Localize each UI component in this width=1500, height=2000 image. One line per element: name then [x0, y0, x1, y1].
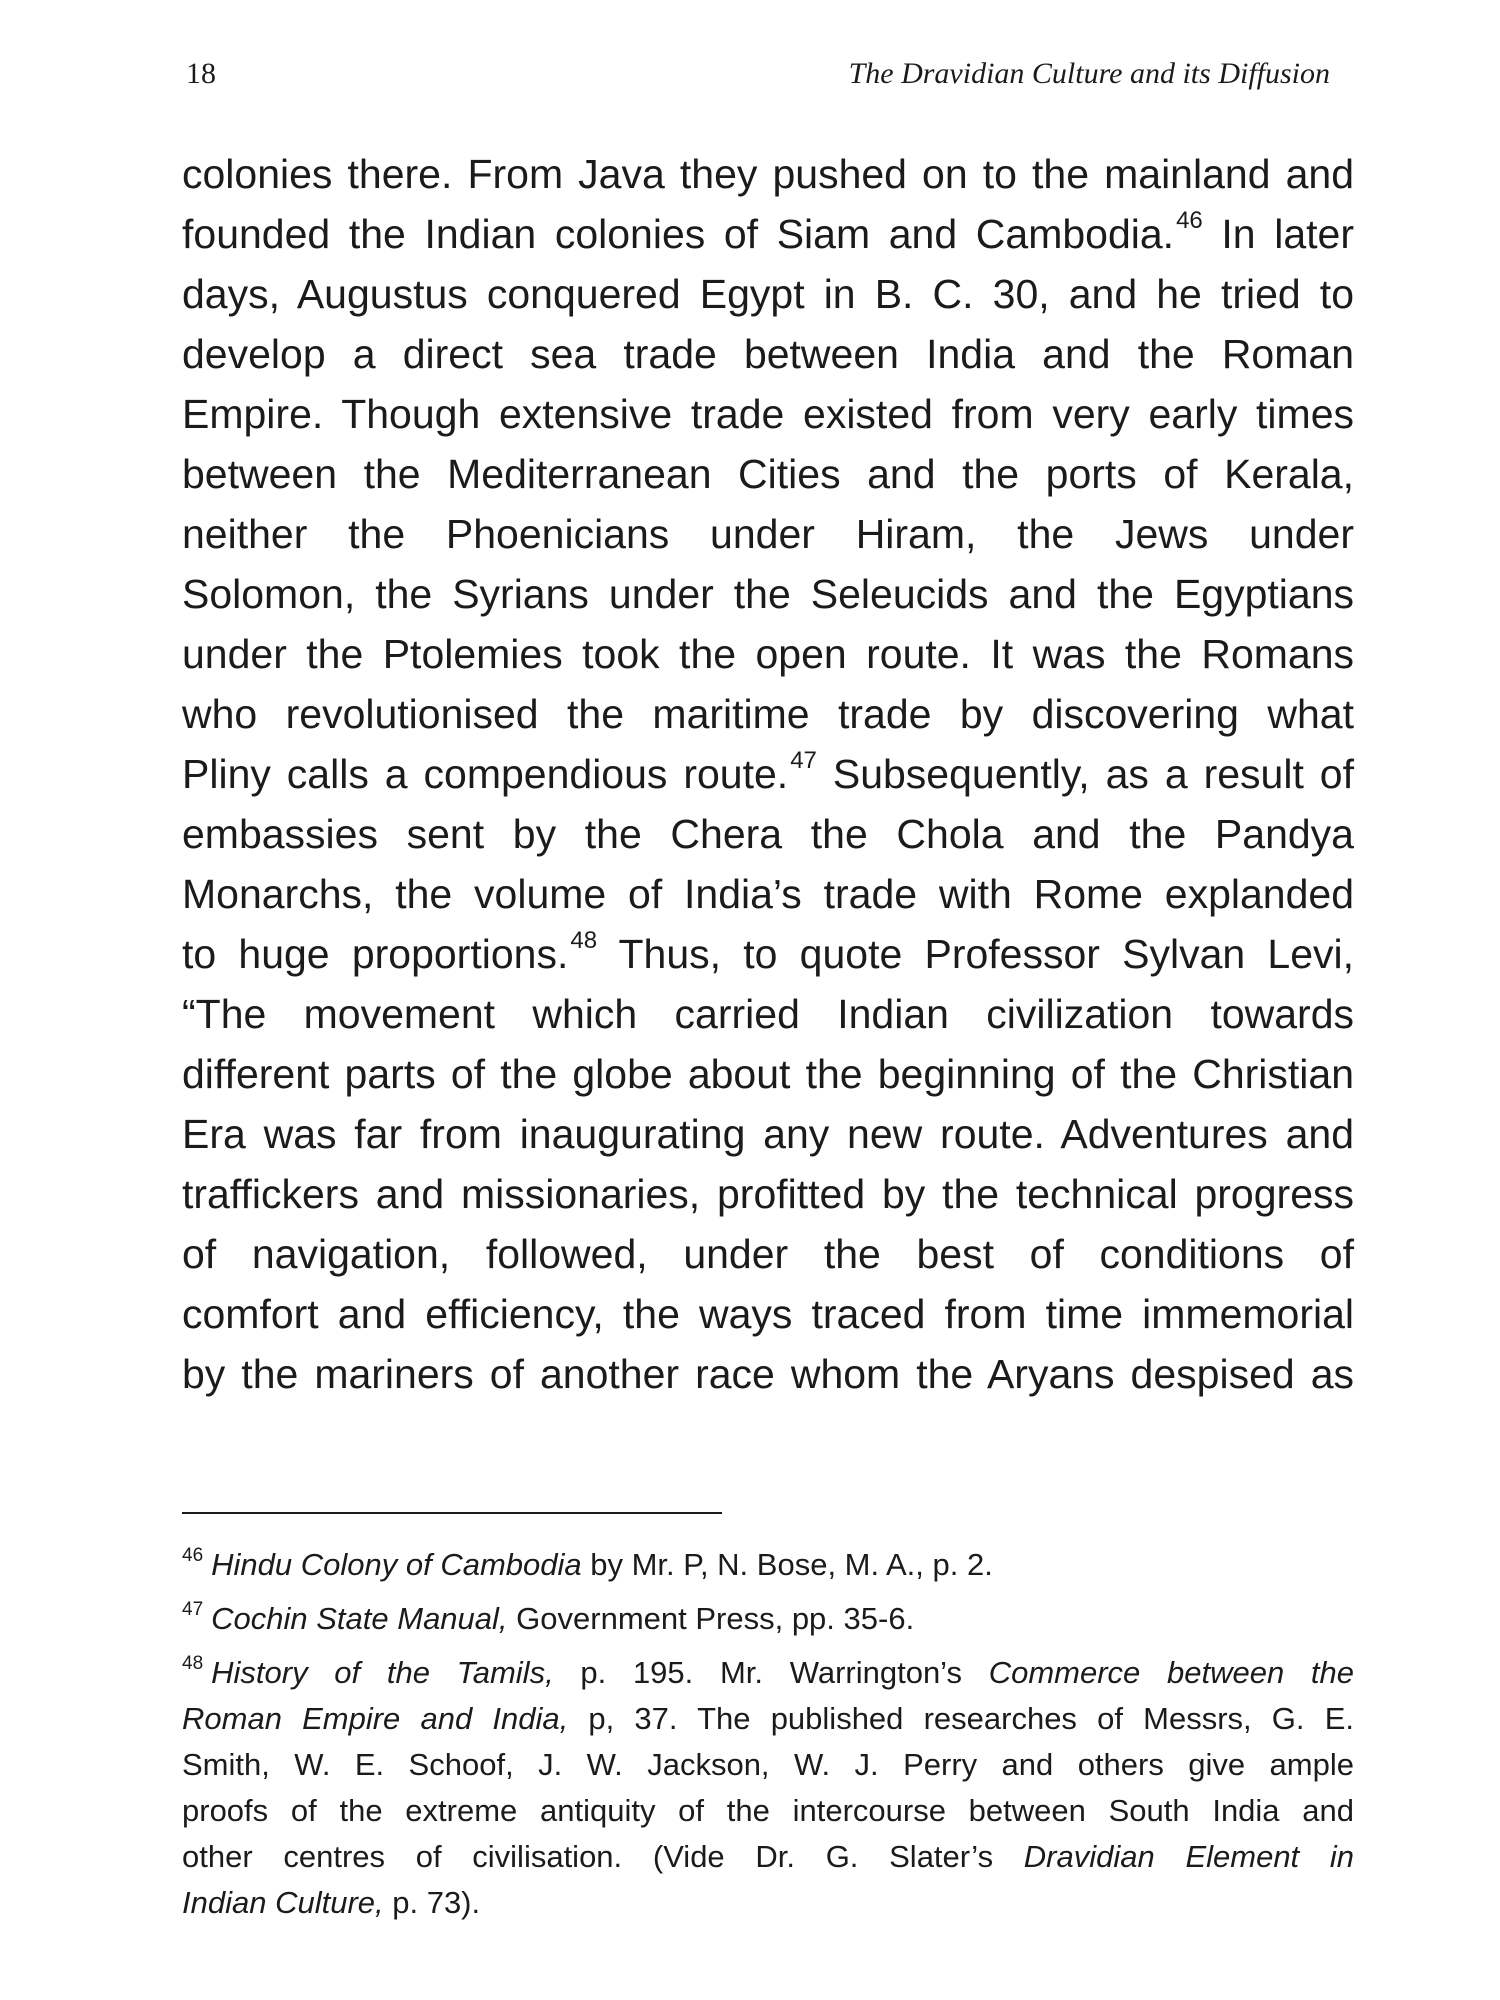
- body-line: [182, 1224, 1354, 1284]
- footnote-line: [182, 1742, 1354, 1788]
- body-text-segment: who revolutionised the maritime trade by discovering what: [182, 691, 1354, 737]
- footnote-text: p. 195. Mr. Warrington’s: [553, 1655, 989, 1690]
- footnote-text: other centres of civilisation. (Vide Dr. G. Slater’s: [182, 1839, 1024, 1874]
- footnote-reference: 48: [570, 927, 598, 954]
- body-text: [182, 144, 1354, 1404]
- footnote-text: p. 73).: [383, 1885, 481, 1920]
- citation-title: Indian Culture,: [182, 1885, 384, 1920]
- citation-title: History of the Tamils,: [211, 1655, 554, 1690]
- body-text-segment: Monarchs, the volume of India’s trade with Rome explanded: [182, 871, 1354, 917]
- body-text-segment: neither the Phoenicians under Hiram, the Jews under: [182, 511, 1354, 557]
- footnote-line: [182, 1788, 1354, 1834]
- footnote-48: [182, 1650, 1354, 1926]
- footnote-text: by Mr. P, N. Bose, M. A., p. 2.: [581, 1547, 993, 1582]
- citation-title: Hindu Colony of Cambodia: [211, 1547, 582, 1582]
- footnote-number: 48: [182, 1653, 204, 1674]
- citation-title: Dravidian Element in: [1023, 1839, 1355, 1874]
- body-text-segment: Solomon, the Syrians under the Seleucids and the Egyptians: [182, 571, 1354, 617]
- footnote-line: [182, 1596, 1354, 1642]
- body-text-segment: to huge proportions.: [182, 931, 569, 977]
- footnote-number: 46: [182, 1545, 204, 1566]
- body-text-segment: comfort and efficiency, the ways traced from time immemorial: [182, 1291, 1354, 1337]
- body-text-segment: Pliny calls a compendious route.: [182, 751, 789, 797]
- body-line: [182, 864, 1354, 924]
- body-line: [182, 624, 1354, 684]
- citation-title: Cochin State Manual,: [211, 1601, 508, 1636]
- body-text-segment: Era was far from inaugurating any new route. Adventures and: [182, 1111, 1354, 1157]
- footnote-text: p, 37. The published researches of Messrs, G. E.: [568, 1701, 1354, 1736]
- citation-title: Roman Empire and India,: [182, 1701, 569, 1736]
- footnote-line: [182, 1650, 1354, 1696]
- body-line: [182, 204, 1354, 264]
- body-text-segment: embassies sent by the Chera the Chola and the Pandya: [182, 811, 1354, 857]
- body-text-segment: Empire. Though extensive trade existed from very early times: [182, 391, 1354, 437]
- body-line: [182, 744, 1354, 804]
- footnote-47: [182, 1596, 1354, 1642]
- body-text-segment: Thus, to quote Professor Sylvan Levi,: [597, 931, 1355, 977]
- footnotes: [182, 1542, 1354, 1934]
- body-line: [182, 504, 1354, 564]
- footnote-line: [182, 1696, 1354, 1742]
- body-line: [182, 1344, 1354, 1404]
- body-line: [182, 684, 1354, 744]
- body-text-segment: under the Ptolemies took the open route. It was the Romans: [182, 631, 1354, 677]
- body-line: [182, 324, 1354, 384]
- body-line: [182, 1164, 1354, 1224]
- footnote-text: Government Press, pp. 35-6.: [507, 1601, 915, 1636]
- body-text-segment: “The movement which carried Indian civilization towards: [182, 991, 1354, 1037]
- body-text-segment: of navigation, followed, under the best of conditions of: [182, 1231, 1354, 1277]
- body-text-segment: traffickers and missionaries, profitted by the technical progress: [182, 1171, 1354, 1217]
- running-head: The Dravidian Culture and its Diffusion: [848, 57, 1330, 90]
- body-text-segment: by the mariners of another race whom the Aryans despised as: [182, 1351, 1354, 1397]
- body-text-segment: between the Mediterranean Cities and the ports of Kerala,: [182, 451, 1354, 497]
- body-text-segment: In later: [1202, 211, 1355, 257]
- footnote-line: [182, 1880, 1354, 1926]
- body-line: [182, 444, 1354, 504]
- body-text-segment: colonies there. From Java they pushed on to the mainland and: [182, 151, 1354, 197]
- body-line: [182, 984, 1354, 1044]
- body-text-segment: days, Augustus conquered Egypt in B. C. 30, and he tried to: [182, 271, 1354, 317]
- body-text-segment: founded the Indian colonies of Siam and Cambodia.: [182, 211, 1175, 257]
- body-line: [182, 924, 1354, 984]
- footnote-reference: 47: [790, 747, 817, 774]
- body-line: [182, 144, 1354, 204]
- body-line: [182, 1284, 1354, 1344]
- footnote-rule: [182, 1512, 722, 1514]
- footnote-number: 47: [182, 1599, 204, 1620]
- body-line: [182, 804, 1354, 864]
- body-text-segment: develop a direct sea trade between India and the Roman: [182, 331, 1354, 377]
- page-number: 18: [186, 57, 216, 90]
- body-line: [182, 384, 1354, 444]
- body-text-segment: Subsequently, as a result of: [816, 751, 1354, 797]
- body-line: [182, 1104, 1354, 1164]
- body-line: [182, 564, 1354, 624]
- citation-title: Commerce between the: [988, 1655, 1354, 1690]
- body-line: [182, 264, 1354, 324]
- footnote-text: Smith, W. E. Schoof, J. W. Jackson, W. J. Perry and others give ample: [182, 1747, 1354, 1782]
- body-text-segment: different parts of the globe about the beginning of the Christian: [182, 1051, 1354, 1097]
- footnote-text: proofs of the extreme antiquity of the intercourse between South India and: [182, 1793, 1354, 1828]
- footnote-46: [182, 1542, 1354, 1588]
- footnote-reference: 46: [1176, 207, 1203, 234]
- footnote-line: [182, 1834, 1354, 1880]
- footnote-line: [182, 1542, 1354, 1588]
- body-line: [182, 1044, 1354, 1104]
